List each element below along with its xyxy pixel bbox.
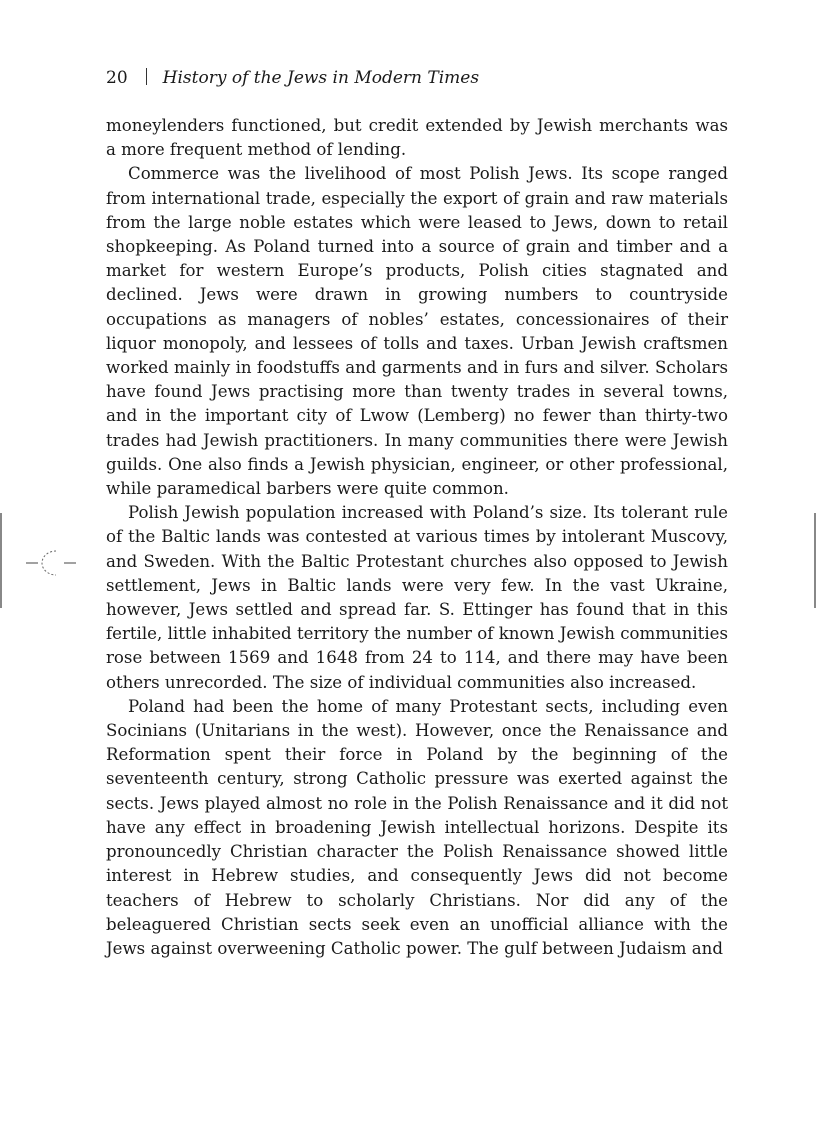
left-margin-rule (0, 513, 2, 608)
page-number: 20 (106, 68, 128, 88)
paragraph-protestant-sects: Poland had been the home of many Protestant sects, including even Socinians (Unitarians in the west). However, once the Renaissance and Reformation spent their force in Poland by the beginning of the seventeenth century, strong Catholic pressure was exerted against the sects. Jews played almost no role in the Polish Renaissance and it did not have any effect in broadening Jewish intellectual horizons. Despite its pronouncedly Christian character the Polish Renaissance showed little interest in Hebrew studies, and consequently Jews did not become teachers of Hebrew to scholarly Christians. Nor did any of the beleaguered Christian sects seek even an unofficial alliance with the Jews against overweening Catholic power. The gulf between Judaism and (106, 696, 728, 958)
crop-mark-icon (26, 548, 76, 578)
body-text (106, 114, 728, 961)
paragraph-continuation: moneylenders functioned, but credit extended by Jewish merchants was a more frequent method of lending. (106, 116, 728, 160)
running-head (106, 66, 479, 90)
paragraph-population: Polish Jewish population increased with Poland’s size. Its tolerant rule of the Baltic lands was contested at various times by intolerant Muscovy, and Sweden. With the Baltic Protestant churches also opposed to Jewish settlement, Jews in Baltic lands were very few. In the vast Ukraine, however, Jews settled and spread far. S. Ettinger has found that in this fertile, little inhabited territory the number of known Jewish communities rose between 1569 and 1648 from 24 to 114, and there may have been others unrecorded. The size of individual communities also increased. (106, 503, 728, 692)
book-title: History of the Jews in Modern Times (162, 68, 480, 88)
header-separator (146, 68, 147, 85)
paragraph-commerce: Commerce was the livelihood of most Polish Jews. Its scope ranged from international trade, especially the export of grain and raw materials from the large noble estates which were leased to Jews, down to retail shopkeeping. As Poland turned into a source of grain and timber and a market for western Europe’s products, Polish cities stagnated and declined. Jews were drawn in growing numbers to countryside occupations as managers of nobles’ estates, concessionaires of their liquor monopoly, and lessees of tolls and taxes. Urban Jewish craftsmen worked mainly in foodstuffs and garments and in furs and silver. Scholars have found Jews practising more than twenty trades in several towns, and in the important city of Lwow (Lemberg) no fewer than thirty-two trades had Jewish practitioners. In many communities there were Jewish guilds. One also finds a Jewish physician, engineer, or other professional, while paramedical barbers were quite common. (106, 164, 728, 499)
